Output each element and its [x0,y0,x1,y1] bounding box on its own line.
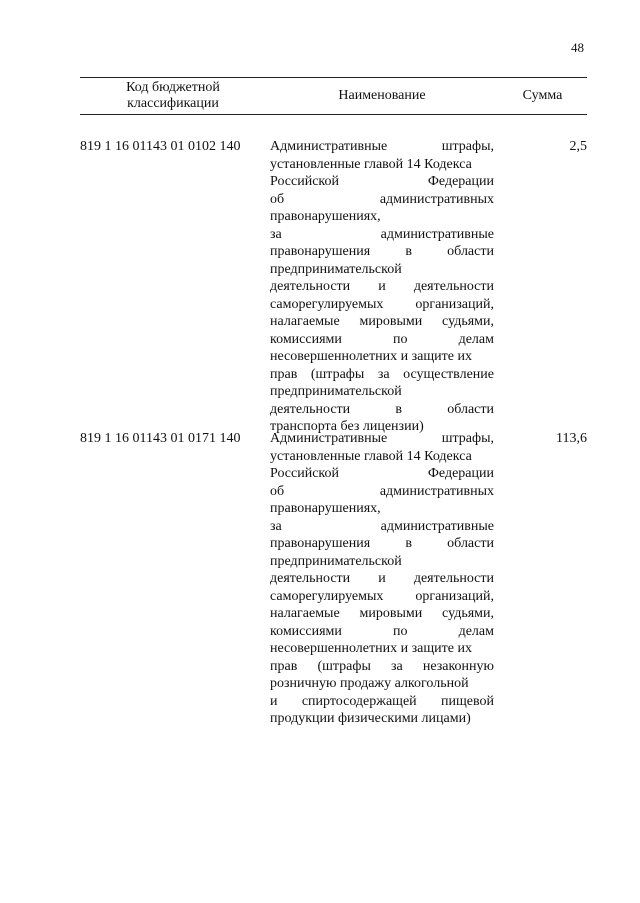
name-word: незаконную [422,658,494,674]
name-word: (штрафы [310,366,365,382]
name-line [270,313,494,331]
name-line [270,518,494,536]
name-word: правонарушениях, [270,209,381,224]
name-word: транспорта без лицензии) [270,419,424,434]
name-word: спиртосодержащей [301,693,417,709]
name-word: организаций, [415,296,494,312]
name-line [270,261,494,279]
name-word: за [270,226,282,242]
name-word: за [377,366,390,382]
name-line [270,331,494,349]
name-word: Федерации [427,466,494,481]
name-line [270,430,494,448]
name-word: административных [379,483,494,499]
name-line [270,226,494,244]
name-line [270,296,494,314]
name-word: и [378,279,386,294]
name-word: правонарушения [270,244,371,259]
name-word: Административные [270,431,388,446]
name-word: прав [270,366,298,382]
name-word: административные [380,226,494,242]
name-word: несовершеннолетних и защите их [270,641,472,656]
row-name [270,138,494,436]
name-line [270,640,494,658]
name-word: об [270,191,285,207]
name-word: деятельности [270,279,351,294]
name-word: налагаемые [270,314,340,329]
name-line [270,675,494,693]
name-line [270,658,494,676]
name-word: Российской [270,466,339,481]
name-line [270,366,494,384]
name-word: и [270,693,278,709]
name-word: установленные главой 14 Кодекса [270,156,472,172]
name-line [270,156,494,174]
header-code-line1: Код бюджетной [126,80,220,95]
name-line [270,588,494,606]
name-line [270,383,494,401]
name-word: в [405,244,412,259]
name-word: налагаемые [270,606,340,621]
row-name [270,430,494,728]
name-word: об [270,483,285,499]
name-word: пищевой [440,693,494,709]
name-line [270,401,494,419]
name-line [270,623,494,641]
name-word: предпринимательской [270,553,402,569]
name-line [270,465,494,483]
name-word: мировыми [359,314,423,329]
table-header-top-rule [80,77,587,78]
name-word: Административные [270,139,388,154]
table-header-name: Наименование [338,88,426,103]
name-word: деятельности [270,571,351,586]
name-word: осуществление [403,366,494,382]
name-word: правонарушениях, [270,501,381,516]
name-word: комиссиями [270,331,342,347]
name-word: области [447,536,494,551]
name-word: за [270,518,282,534]
row-sum: 113,6 [556,431,587,446]
header-code-line2: классификации [127,96,219,111]
name-line [270,605,494,623]
table-header-code [80,80,266,112]
name-word: по [392,331,408,347]
name-line [270,570,494,588]
name-line [270,693,494,711]
name-word: продукции физическими лицами) [270,711,471,726]
name-word: правонарушения [270,536,371,551]
name-word: по [392,623,408,639]
name-line [270,710,494,728]
name-word: деятельности [413,279,494,294]
name-word: деятельности [413,571,494,586]
name-word: и [378,571,386,586]
row-code: 819 1 16 01143 01 0171 140 [80,431,241,446]
page-number: 48 [571,40,584,55]
name-word: несовершеннолетних и защите их [270,349,472,364]
name-line [270,553,494,571]
name-word: розничную продажу алкогольной [270,676,469,691]
name-line [270,208,494,226]
name-word: судьями, [442,606,494,621]
name-word: делам [458,331,494,347]
name-word: мировыми [359,606,423,621]
name-word: саморегулируемых [270,296,384,312]
name-word: в [395,401,402,417]
name-word: предпринимательской [270,384,402,399]
name-word: установленные главой 14 Кодекса [270,448,472,464]
name-word: области [447,401,494,417]
name-line [270,500,494,518]
name-word: Федерации [427,174,494,189]
row-code: 819 1 16 01143 01 0102 140 [80,139,241,154]
row-sum: 2,5 [569,139,587,154]
name-word: штрафы, [441,139,494,154]
name-line [270,535,494,553]
name-word: (штрафы [317,658,371,674]
name-word: саморегулируемых [270,588,384,604]
name-line [270,138,494,156]
name-word: в [405,536,412,551]
table-header-sum: Сумма [522,88,563,103]
name-word: прав [270,658,298,674]
name-line [270,173,494,191]
name-line [270,191,494,209]
name-line [270,483,494,501]
name-word: административных [379,191,494,207]
name-line [270,243,494,261]
name-word: деятельности [270,401,351,417]
name-word: делам [458,623,494,639]
table-header-bottom-rule [80,114,587,115]
name-line [270,278,494,296]
name-word: комиссиями [270,623,342,639]
name-word: административные [380,518,494,534]
name-line [270,448,494,466]
name-word: Российской [270,174,339,189]
name-word: организаций, [415,588,494,604]
name-line [270,348,494,366]
name-word: области [447,244,494,259]
name-word: предпринимательской [270,261,402,277]
name-word: судьями, [442,314,494,329]
name-word: штрафы, [441,431,494,446]
name-word: за [390,658,403,674]
